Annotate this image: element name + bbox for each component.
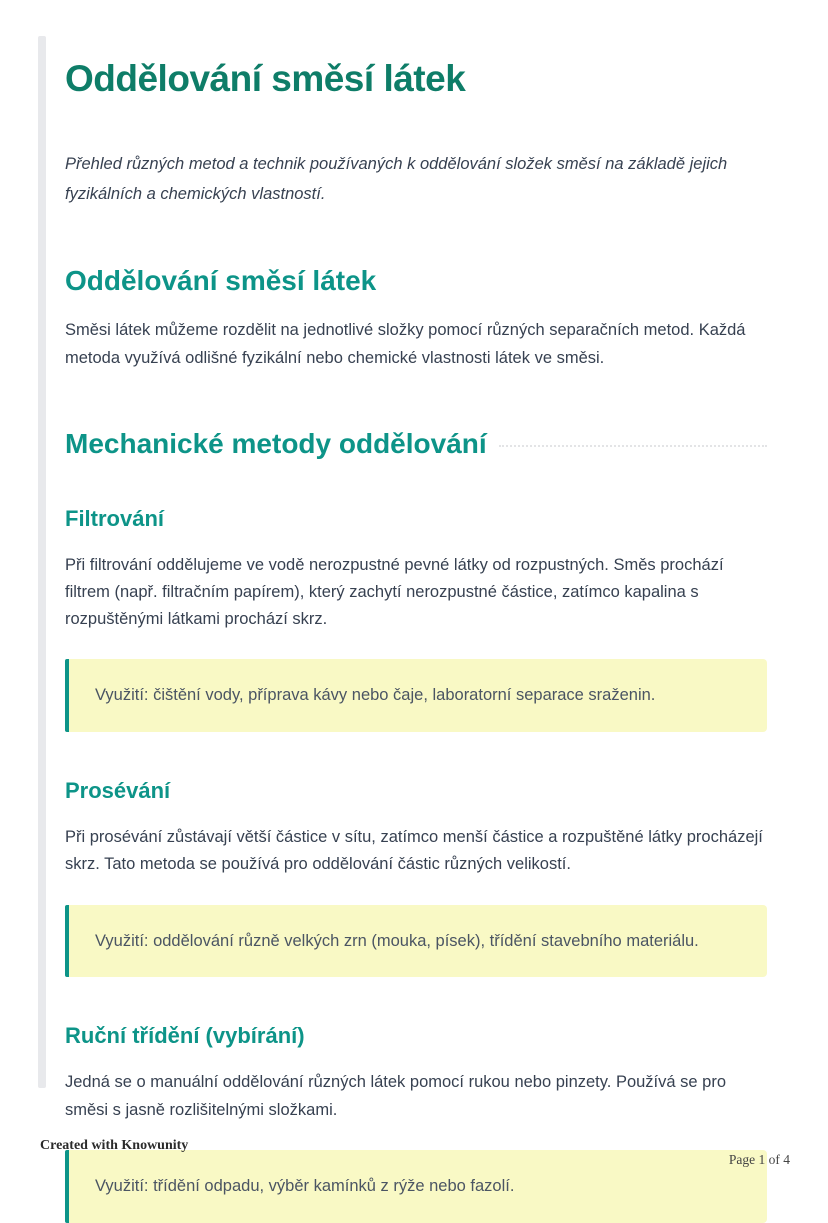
usage-callout-filtrovani-text: Využití: čištění vody, příprava kávy nebo čaje, laboratorní separace sraženin. (95, 686, 656, 705)
usage-callout-prosevani (65, 905, 767, 978)
page-title: Oddělování směsí látek (65, 58, 466, 99)
section-heading-mechanical-label: Mechanické metody oddělování (65, 427, 487, 459)
footer-page-number: Page 1 of 4 (728, 1152, 790, 1167)
usage-callout-rucni-trideni-text: Využití: třídění odpadu, výběr kamínků z rýže nebo fazolí. (95, 1176, 515, 1195)
method-heading-rucni-trideni: Ruční třídění (vybírání) (65, 1023, 305, 1049)
footer-branding: Created with Knowunity (40, 1138, 189, 1153)
usage-callout-rucni-trideni (65, 1150, 767, 1223)
overview-paragraph: Směsi látek můžeme rozdělit na jednotlivé složky pomocí různých separačních metod. Každá metoda využívá odlišné fyzikální nebo chemické vlastnosti látek ve směsi. (65, 321, 746, 367)
method-paragraph-filtrovani: Při filtrování oddělujeme ve vodě nerozpustné pevné látky od rozpustných. Směs prochází filtrem (např. filtračním papírem), který zachytí nerozpustné částice, zatímco kapalina s rozpuštěnými látkami prochází skrz. (65, 555, 724, 629)
method-paragraph-rucni-trideni: Jedná se o manuální oddělování různých látek pomocí rukou nebo pinzety. Používá se pro směsi s jasně rozlišitelnými složkami. (65, 1073, 727, 1119)
method-heading-filtrovani: Filtrování (65, 505, 165, 531)
section-heading-mechanical (65, 428, 767, 460)
method-heading-prosevani: Prosévání (65, 778, 171, 804)
document-intro: Přehled různých metod a technik používaných k oddělování složek směsí na základě jejich fyzikálních a chemických vlastností. (65, 155, 728, 203)
usage-callout-prosevani-text: Využití: oddělování různě velkých zrn (mouka, písek), třídění stavebního materiálu. (95, 931, 699, 950)
usage-callout-filtrovani (65, 659, 767, 732)
dotted-divider (499, 445, 767, 447)
section-heading-overview-label: Oddělování směsí látek (65, 265, 377, 297)
section-heading-overview (65, 265, 767, 297)
document-content (65, 0, 767, 1223)
method-paragraph-prosevani: Při prosévání zůstávají větší částice v sítu, zatímco menší částice a rozpuštěné látky procházejí skrz. Tato metoda se používá pro oddělování částic různých velikostí. (65, 828, 763, 874)
page-edge-bar (38, 36, 46, 1088)
